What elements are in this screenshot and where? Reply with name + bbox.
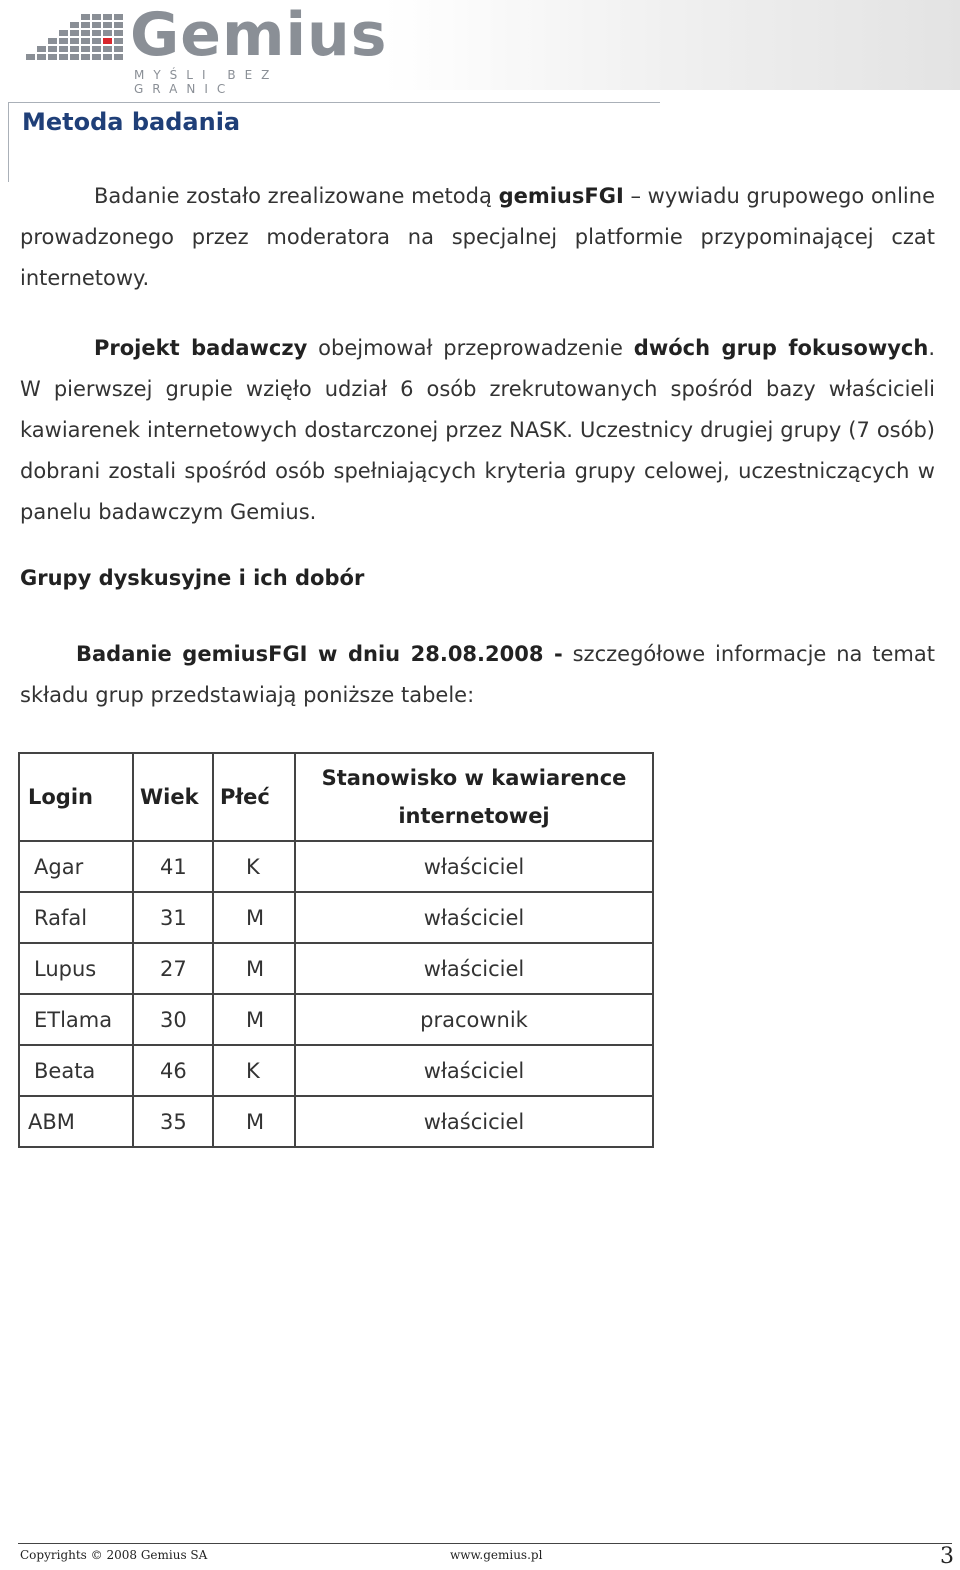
cell-position: właściciel bbox=[423, 956, 525, 981]
para2-bold-a: Projekt badawczy bbox=[94, 336, 308, 360]
para1-text-b: – wywiadu grupowego online prowadzonego przez moderatora na specjalnej platformie przypominającej czat internetowy. bbox=[20, 184, 935, 290]
para1-text-a: Badanie zostało zrealizowane metodą bbox=[94, 184, 499, 208]
cell-login: Lupus bbox=[34, 956, 97, 981]
para2-text-a: obejmował przeprowadzenie bbox=[307, 336, 634, 360]
cell-sex: K bbox=[246, 1058, 260, 1083]
cell-position: pracownik bbox=[420, 1007, 528, 1032]
subheading: Grupy dyskusyjne i ich dobór bbox=[20, 566, 365, 590]
gemius-logo bbox=[22, 0, 388, 96]
page-number: 3 bbox=[940, 1544, 954, 1569]
cell-login: Rafal bbox=[34, 905, 88, 930]
footer-url: www.gemius.pl bbox=[450, 1548, 543, 1562]
cell-sex: M bbox=[246, 1007, 265, 1032]
header-login-label: Login bbox=[28, 785, 93, 809]
footer-copyright: Copyrights © 2008 Gemius SA bbox=[20, 1548, 208, 1562]
para3-text: szczegółowe informacje na temat składu grup przedstawiają poniższe tabele: bbox=[20, 642, 935, 707]
cell-sex: M bbox=[246, 1109, 265, 1134]
paragraph-project bbox=[20, 328, 935, 533]
cell-position: właściciel bbox=[423, 905, 525, 930]
paragraph-tables-intro bbox=[20, 634, 935, 716]
section-frame-top bbox=[8, 102, 660, 103]
cell-age: 31 bbox=[160, 905, 187, 930]
table-row bbox=[19, 943, 653, 994]
table-header-row bbox=[19, 753, 653, 841]
paragraph-method bbox=[20, 176, 935, 299]
header-login bbox=[19, 753, 133, 841]
header-position-label: Stanowisko w kawiarence internetowej bbox=[321, 766, 627, 828]
cell-login: Beata bbox=[34, 1058, 96, 1083]
header-sex bbox=[213, 753, 295, 841]
footer-divider bbox=[18, 1543, 952, 1544]
cell-sex: M bbox=[246, 956, 265, 981]
section-frame-left bbox=[8, 102, 9, 182]
header-age-label: Wiek bbox=[140, 785, 199, 809]
para2-text-b: . W pierwszej grupie wzięło udział 6 osób zrekrutowanych spośród bazy właścicieli kawiarenek internetowych dostarczonej przez NASK. Uczestnicy drugiej grupy (7 osób) dobrani zostali spośród osób spełniających kryteria grupy celowej, uczestniczących w panelu badawczym Gemius. bbox=[20, 336, 935, 524]
header-banner bbox=[0, 0, 960, 96]
para3-bold: Badanie gemiusFGI w dniu 28.08.2008 - bbox=[76, 642, 563, 666]
table-row bbox=[19, 841, 653, 892]
cell-sex: K bbox=[246, 854, 260, 879]
cell-age: 41 bbox=[160, 854, 187, 879]
section-title: Metoda badania bbox=[22, 108, 241, 136]
cell-age: 46 bbox=[160, 1058, 187, 1083]
logo-grid-icon bbox=[22, 12, 132, 60]
cell-age: 30 bbox=[160, 1007, 187, 1032]
table-row bbox=[19, 892, 653, 943]
para2-bold-b: dwóch grup fokusowych bbox=[633, 336, 929, 360]
cell-login: Agar bbox=[34, 854, 84, 879]
table-row bbox=[19, 1096, 653, 1147]
header-age bbox=[133, 753, 213, 841]
logo-wordmark: Gemius bbox=[130, 0, 388, 70]
cell-age: 27 bbox=[160, 956, 187, 981]
table-row bbox=[19, 1045, 653, 1096]
cell-position: właściciel bbox=[423, 1058, 525, 1083]
cell-position: właściciel bbox=[423, 854, 525, 879]
cell-login: ETlama bbox=[34, 1007, 113, 1032]
header-position bbox=[295, 753, 653, 841]
para1-bold: gemiusFGI bbox=[498, 184, 624, 208]
cell-sex: M bbox=[246, 905, 265, 930]
logo-tagline: MYŚLI BEZ GRANIC bbox=[134, 68, 279, 96]
cell-position: właściciel bbox=[423, 1109, 525, 1134]
table-row bbox=[19, 994, 653, 1045]
cell-age: 35 bbox=[160, 1109, 187, 1134]
cell-login: ABM bbox=[28, 1109, 75, 1134]
header-sex-label: Płeć bbox=[220, 785, 270, 809]
participants-table bbox=[18, 752, 654, 1148]
